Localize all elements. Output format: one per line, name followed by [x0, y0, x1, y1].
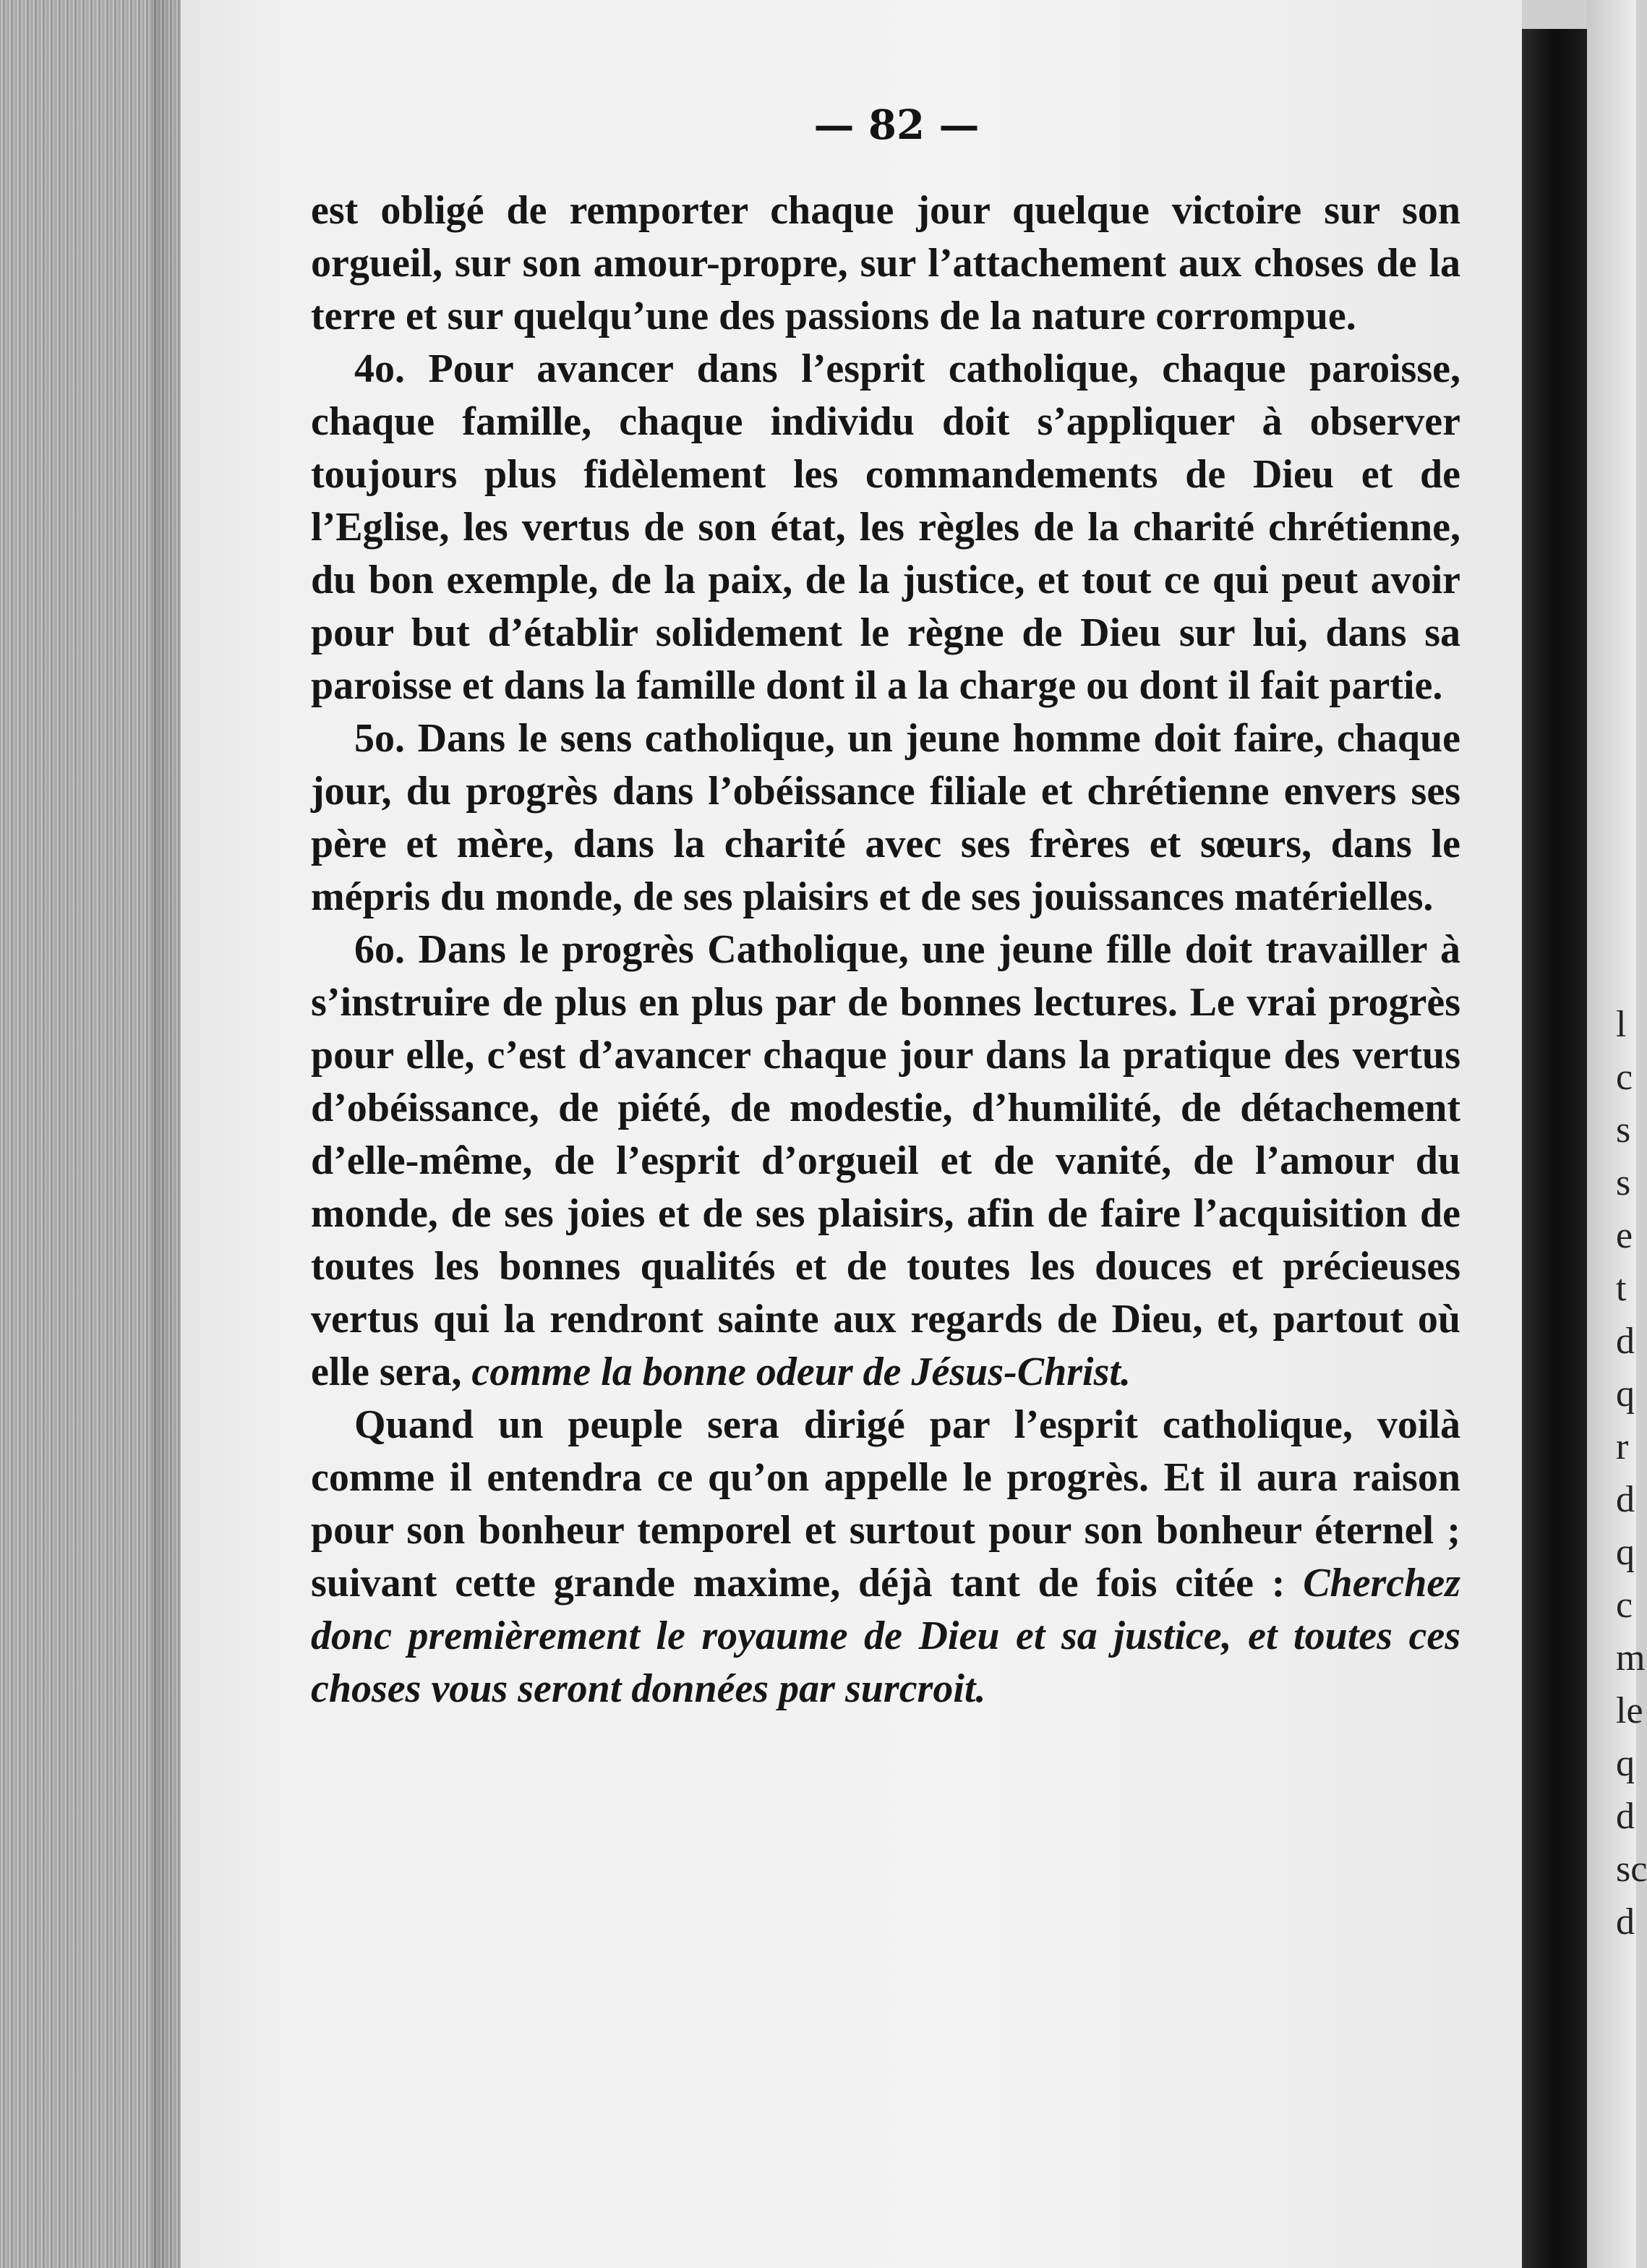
page-text: [311, 184, 1460, 1715]
paragraph-5: Quand un peuple sera dirigé par l’esprit catholique, voilà comme il entendra ce qu’on appelle le progrès. Et il aura raison pour son bonheur temporel et surtout pour son bonheur éternel ; suivant cette grande maxime, déjà tant de fois citée : Cherchez donc premièrement le royaume de Dieu et sa justice, et toutes ces choses vous seront données par surcroit.: [311, 1402, 1460, 1711]
italic-phrase: comme la bonne odeur de Jésus-Christ.: [471, 1350, 1131, 1394]
paragraph-3: 5o. Dans le sens catholique, un jeune homme doit faire, chaque jour, du progrès dans l’obéissance filiale et chrétienne envers ses père et mère, dans la charité avec ses frères et sœurs, dans le mépris du monde, de ses plaisirs et de ses jouissances matérielles.: [311, 716, 1460, 919]
paragraph-2: 4o. Pour avancer dans l’esprit catholique, chaque paroisse, chaque famille, chaque individu doit s’appliquer à observer toujours plus fidèlement les commandements de Dieu et de l’Eglise, les vertus de son état, les règles de la charité chrétienne, du bon exemple, de la paix, de la justice, et tout ce qui peut avoir pour but d’établir solidement le règne de Dieu sur lui, dans sa paroisse et dans la famille dont il a la charge ou dont il fait partie.: [311, 346, 1460, 708]
paragraph-1: est obligé de remporter chaque jour quelque victoire sur son orgueil, sur son amour-propre, sur l’attachement aux choses de la terre et sur quelqu’une des passions de la nature corrompue.: [311, 188, 1460, 338]
paragraph-4: 6o. Dans le progrès Catholique, une jeune fille doit travailler à s’instruire de plus en plus par de bonnes lectures. Le vrai progrès pour elle, c’est d’avancer chaque jour dans la pratique des vertus d’obéissance, de piété, de modestie, d’humilité, de détachement d’elle-même, de l’esprit d’orgueil et de vanité, de l’amour du monde, de ses joies et de ses plaisirs, afin de faire l’acquisition de toutes les bonnes qualités et de toutes les douces et précieuses vertus qui la rendront sainte aux regards de Dieu, et, partout où elle sera, comme la bonne odeur de Jésus-Christ.: [311, 927, 1460, 1394]
italic-quote: Cherchez donc premièrement le royaume de Dieu et sa justice, et toutes ces choses vous seront données par surcroit.: [311, 1561, 1460, 1711]
page-number: — 82 —: [813, 101, 980, 149]
facing-page: [1587, 0, 1647, 2268]
facing-page-letters: l c s s e t d q r d q c m le q d sc d: [1616, 1004, 1647, 1943]
page-gutter: [1522, 29, 1587, 2268]
book-edge: [0, 0, 181, 2268]
